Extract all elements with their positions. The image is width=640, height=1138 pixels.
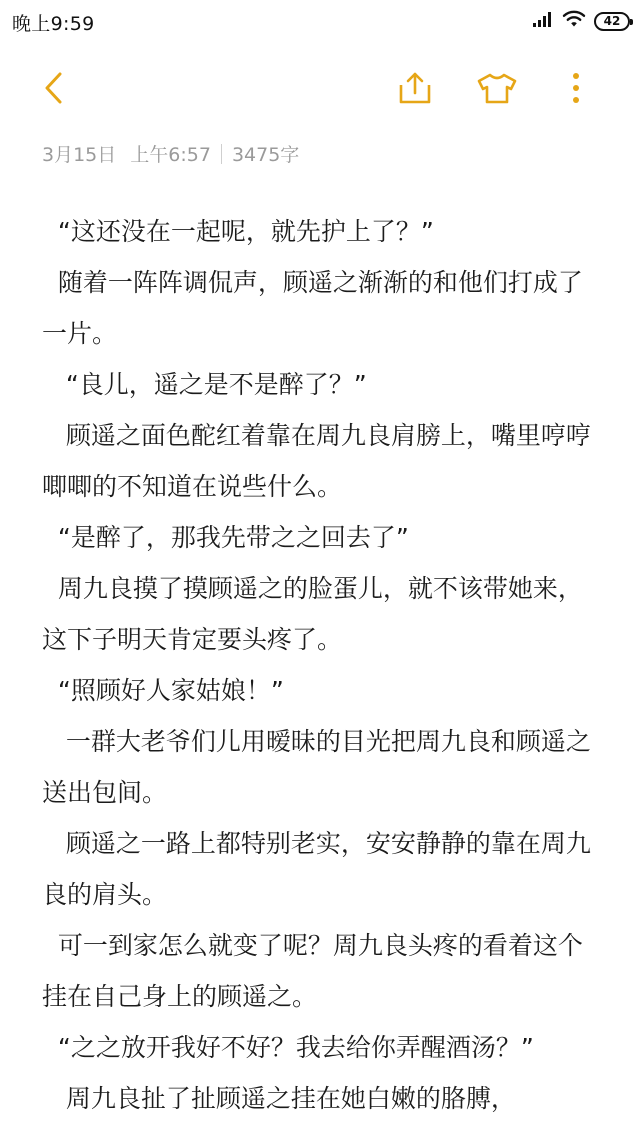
- wifi-icon: [562, 10, 586, 32]
- status-icons: [532, 9, 630, 33]
- paragraph: 周九良摸了摸顾遥之的脸蛋儿，就不该带她来，这下子明天肯定要头疼了。: [42, 574, 583, 654]
- chevron-left-icon: [42, 71, 66, 109]
- more-button[interactable]: [554, 68, 598, 112]
- paragraph: 顾遥之面色酡红着靠在周九良肩膀上，嘴里哼哼唧唧的不知道在说些什么。: [42, 421, 591, 501]
- theme-button[interactable]: [475, 68, 519, 112]
- paragraph: “这还没在一起呢，就先护上了？”: [42, 217, 434, 246]
- back-button[interactable]: [32, 68, 76, 112]
- paragraph: “是醉了，那我先带之之回去了”: [42, 523, 409, 552]
- paragraph: “照顾好人家姑娘！”: [42, 676, 284, 705]
- status-time: 晚上9:59: [12, 13, 95, 35]
- paragraph: “良儿，遥之是不是醉了？”: [42, 370, 367, 399]
- share-icon: [398, 71, 432, 109]
- paragraph: 周九良扯了扯顾遥之挂在她白嫩的胳膊，: [42, 1084, 516, 1113]
- more-vertical-icon: [572, 72, 580, 108]
- tshirt-icon: [476, 72, 518, 108]
- battery-level: 42: [603, 14, 621, 28]
- paragraph: 可一到家怎么就变了呢？周九良头疼的看着这个挂在自己身上的顾遥之。: [42, 931, 583, 1011]
- signal-icon: [532, 11, 554, 31]
- paragraph: 随着一阵阵调侃声，顾遥之渐渐的和他们打成了一片。: [42, 268, 583, 348]
- note-date: 3月15日: [42, 144, 117, 166]
- paragraph: 顾遥之一路上都特别老实，安安静静的靠在周九良的肩头。: [42, 829, 591, 909]
- share-button[interactable]: [393, 68, 437, 112]
- note-meta: [42, 140, 299, 167]
- word-count: 3475字: [231, 144, 300, 166]
- toolbar: [0, 60, 640, 120]
- status-bar: [0, 0, 640, 44]
- note-body[interactable]: [42, 206, 598, 1124]
- note-time: 上午6:57: [130, 144, 211, 166]
- battery-icon: [594, 12, 630, 31]
- meta-divider: [221, 144, 222, 164]
- paragraph: 一群大老爷们儿用暧昧的目光把周九良和顾遥之送出包间。: [42, 727, 591, 807]
- paragraph: “之之放开我好不好？我去给你弄醒酒汤？”: [42, 1033, 534, 1062]
